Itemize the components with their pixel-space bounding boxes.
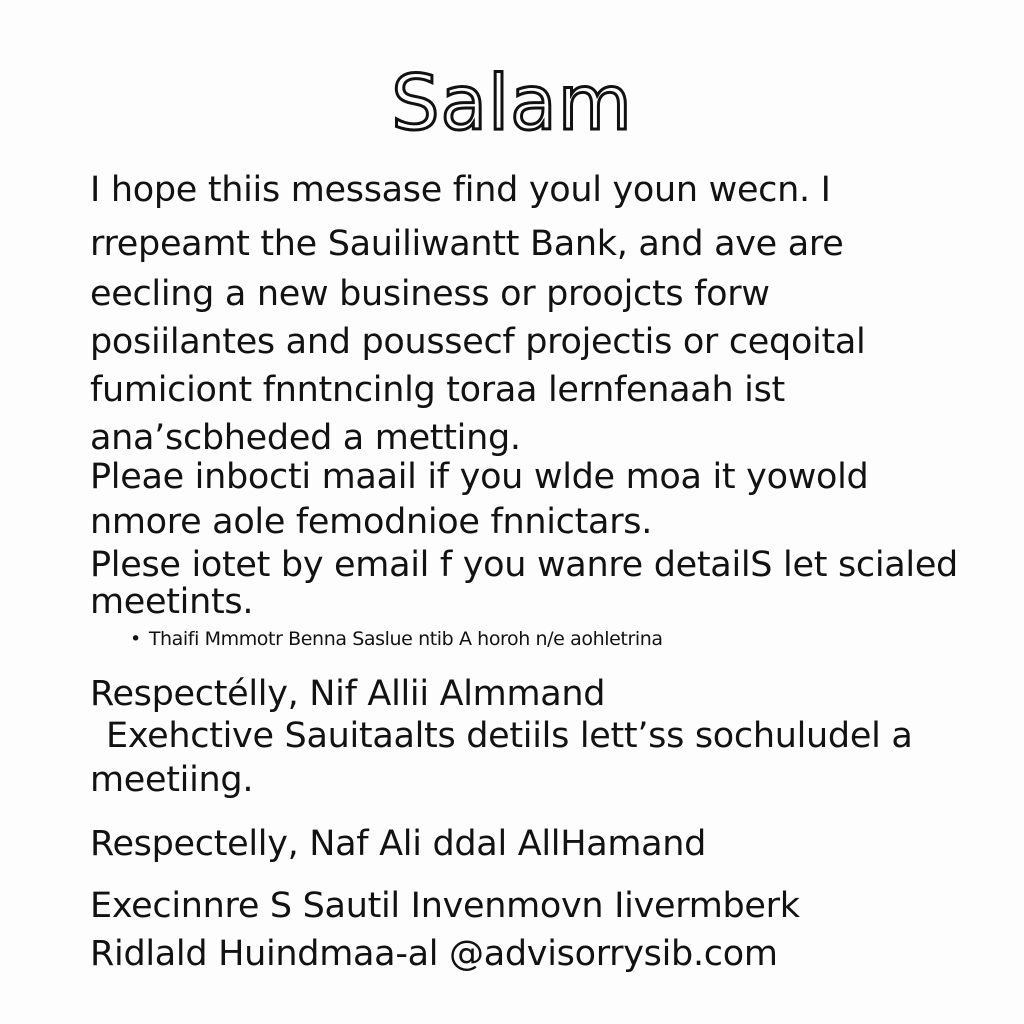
signature-line-2: Execinnre S Sautil Invenmovn Iivermberk [90, 886, 800, 926]
closing-line-2: Exehctive Sauitaalts detiils lett’ss sochuludel a [106, 716, 913, 756]
body-line-10: meetints. [90, 582, 254, 622]
closing-line-1: Respectélly, Nif Allii Almmand [90, 674, 606, 714]
signature-line-1: Respectelly, Naf Ali ddal AllHamand [90, 824, 707, 864]
bullet-symbol: • [130, 628, 141, 650]
body-line-1: I hope thiis messase find youl youn wecn. I [90, 170, 831, 210]
bullet-text: Thaifi Mmmotr Benna Saslue ntib A horoh n/e aohletrina [148, 628, 663, 650]
body-line-3: eecling a new business or proojcts forw [90, 274, 770, 314]
signature-email: Ridlald Huindmaa-al @advisorrysib.com [90, 934, 778, 974]
body-line-6: ana’scbheded a metting. [90, 418, 521, 458]
body-line-9: Plese iotet by email f you wanre detailS let scialed [90, 545, 958, 585]
body-line-8: nmore aole femodnioe fnnictars. [90, 502, 653, 542]
body-line-5: fumiciont fnntncinlg toraa lernfenaah ist [90, 370, 785, 410]
body-line-4: posiilantes and poussecf projectis or ceqoital [90, 322, 866, 362]
closing-line-3: meetiing. [90, 760, 254, 800]
body-line-2: rrepeamt the Sauiliwantt Bank, and ave are [90, 224, 844, 264]
letter-title: Salam [391, 58, 633, 147]
bullet-note [130, 626, 663, 652]
body-line-7: Pleae inbocti maail if you wlde moa it yowold [90, 457, 869, 497]
